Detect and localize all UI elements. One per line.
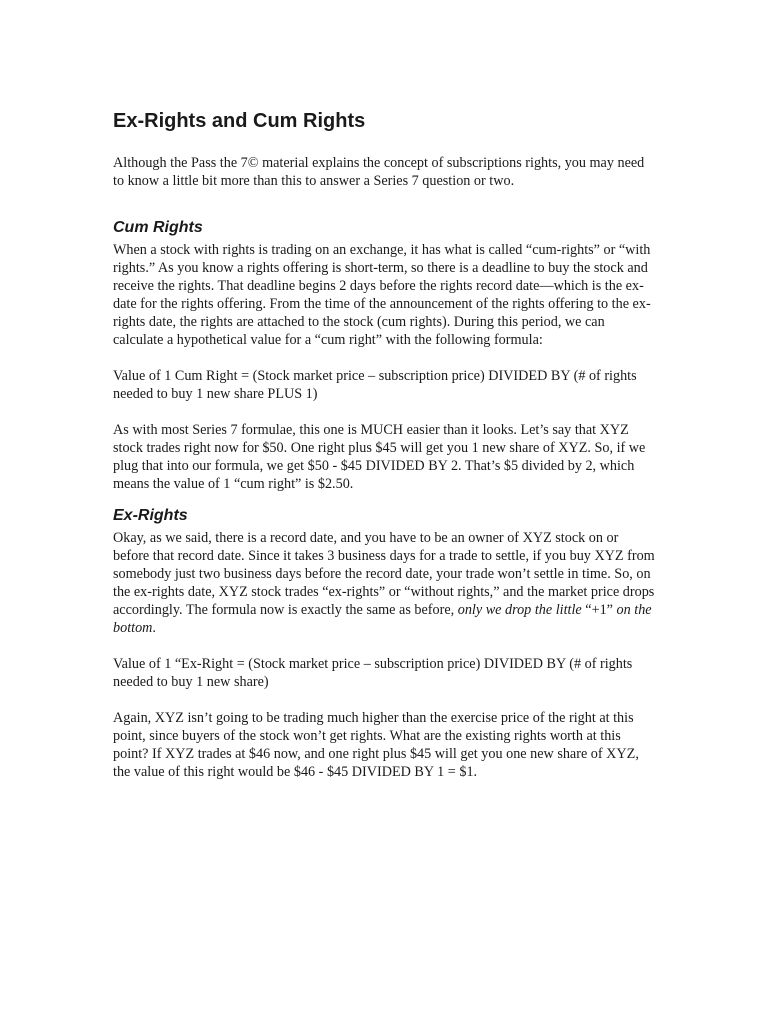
intro-paragraph: Although the Pass the 7© material explains the concept of subscriptions rights, you may need to know a little bit more than this to answer a Series 7 question or two.: [113, 155, 645, 189]
cum-rights-paragraph-1: When a stock with rights is trading on an exchange, it has what is called “cum-rights” or “with rights.” As you know a rights offering is short-term, so there is a deadline to buy the stock and receive the rights. That deadline begins 2 days before the rights record date—which is the ex-date for the rights offering. From the time of the announcement of the rights offering to the ex-rights date, the rights are attached to the stock (cum rights). During this period, we can calculate a hypothetical value for a “cum right” with the following formula:: [113, 242, 651, 348]
ex-rights-emphasis-1: only we drop the little: [457, 602, 582, 618]
document-title: Ex-Rights and Cum Rights: [113, 110, 366, 132]
ex-rights-paragraph-2: Again, XYZ isn’t going to be trading much higher than the exercise price of the right at this point, since buyers of the stock won’t get rights. What are the existing rights worth at this point? If XYZ trades at $46 now, and one right plus $45 will get you one new share of XYZ, the value of this right would be $46 - $45 DIVIDED BY 1 = $1.: [113, 710, 639, 780]
ex-rights-paragraph-1-end: .: [152, 620, 156, 636]
document-page: [113, 108, 658, 781]
ex-rights-paragraph-1-main: Okay, as we said, there is a record date, and you have to be an owner of XYZ stock on or before that record date. Since it takes 3 business days for a trade to settle, if you buy XYZ from somebody just two business days before the record date, your trade won’t settle in time. So, on the ex-rights date, XYZ stock trades “ex-rights” or “without rights,” and the market price drops accordingly. The formula now is exactly the same as before,: [113, 530, 655, 618]
ex-rights-formula: Value of 1 “Ex-Right = (Stock market price – subscription price) DIVIDED BY (# of rights needed to buy 1 new share): [113, 656, 633, 690]
ex-rights-paragraph-1: [113, 529, 658, 637]
ex-rights-emphasis-2: on the bottom: [113, 602, 652, 636]
cum-rights-heading: Cum Rights: [113, 219, 203, 236]
cum-rights-formula: Value of 1 Cum Right = (Stock market price – subscription price) DIVIDED BY (# of rights needed to buy 1 new share PLUS 1): [113, 368, 637, 402]
ex-rights-plus-one: “+1”: [581, 602, 617, 618]
cum-rights-paragraph-2: As with most Series 7 formulae, this one is MUCH easier than it looks. Let’s say that XYZ stock trades right now for $50. One right plus $45 will get you 1 new share of XYZ. So, if we plug that into our formula, we get $50 - $45 DIVIDED BY 2. That’s $5 divided by 2, which means the value of 1 “cum right” is $2.50.: [113, 422, 646, 492]
ex-rights-heading: Ex-Rights: [113, 507, 188, 524]
